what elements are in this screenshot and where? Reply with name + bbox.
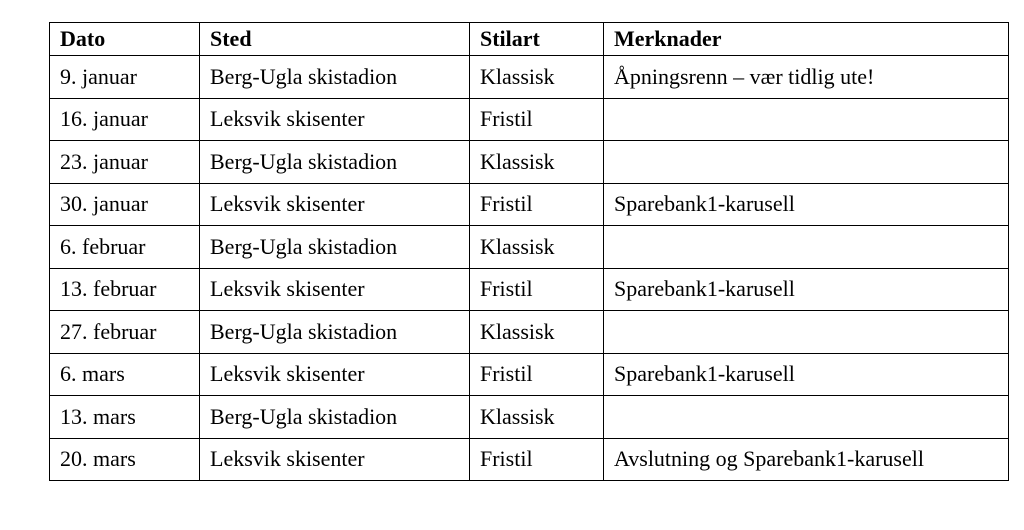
cell-stilart: Klassisk xyxy=(470,141,604,184)
cell-merknader: Avslutning og Sparebank1-karusell xyxy=(604,438,1009,481)
table-row xyxy=(50,56,1009,99)
cell-merknader xyxy=(604,226,1009,269)
cell-stilart: Klassisk xyxy=(470,226,604,269)
cell-stilart: Klassisk xyxy=(470,396,604,439)
table-row xyxy=(50,98,1009,141)
cell-dato: 30. januar xyxy=(50,183,200,226)
cell-stilart: Fristil xyxy=(470,353,604,396)
table-row xyxy=(50,226,1009,269)
cell-sted: Leksvik skisenter xyxy=(200,183,470,226)
cell-sted: Leksvik skisenter xyxy=(200,438,470,481)
cell-stilart: Fristil xyxy=(470,183,604,226)
cell-merknader xyxy=(604,98,1009,141)
cell-dato: 6. februar xyxy=(50,226,200,269)
cell-dato: 20. mars xyxy=(50,438,200,481)
cell-merknader: Sparebank1-karusell xyxy=(604,183,1009,226)
cell-sted: Leksvik skisenter xyxy=(200,353,470,396)
table-row xyxy=(50,141,1009,184)
cell-merknader: Sparebank1-karusell xyxy=(604,353,1009,396)
header-stilart: Stilart xyxy=(470,23,604,56)
cell-sted: Berg-Ugla skistadion xyxy=(200,226,470,269)
cell-sted: Berg-Ugla skistadion xyxy=(200,56,470,99)
table-row xyxy=(50,268,1009,311)
cell-merknader: Åpningsrenn – vær tidlig ute! xyxy=(604,56,1009,99)
cell-dato: 9. januar xyxy=(50,56,200,99)
cell-dato: 13. mars xyxy=(50,396,200,439)
cell-merknader xyxy=(604,311,1009,354)
cell-stilart: Fristil xyxy=(470,98,604,141)
cell-sted: Leksvik skisenter xyxy=(200,268,470,311)
race-schedule-table xyxy=(49,22,1009,481)
cell-sted: Leksvik skisenter xyxy=(200,98,470,141)
cell-dato: 23. januar xyxy=(50,141,200,184)
cell-sted: Berg-Ugla skistadion xyxy=(200,141,470,184)
table-row xyxy=(50,353,1009,396)
cell-sted: Berg-Ugla skistadion xyxy=(200,396,470,439)
cell-merknader xyxy=(604,141,1009,184)
cell-merknader: Sparebank1-karusell xyxy=(604,268,1009,311)
table-row xyxy=(50,396,1009,439)
table-row xyxy=(50,183,1009,226)
table-row xyxy=(50,438,1009,481)
cell-stilart: Fristil xyxy=(470,268,604,311)
cell-dato: 27. februar xyxy=(50,311,200,354)
cell-stilart: Fristil xyxy=(470,438,604,481)
table-header-row xyxy=(50,23,1009,56)
header-dato: Dato xyxy=(50,23,200,56)
header-merknader: Merknader xyxy=(604,23,1009,56)
cell-dato: 13. februar xyxy=(50,268,200,311)
cell-sted: Berg-Ugla skistadion xyxy=(200,311,470,354)
cell-stilart: Klassisk xyxy=(470,56,604,99)
table-row xyxy=(50,311,1009,354)
cell-merknader xyxy=(604,396,1009,439)
header-sted: Sted xyxy=(200,23,470,56)
cell-dato: 16. januar xyxy=(50,98,200,141)
cell-dato: 6. mars xyxy=(50,353,200,396)
cell-stilart: Klassisk xyxy=(470,311,604,354)
